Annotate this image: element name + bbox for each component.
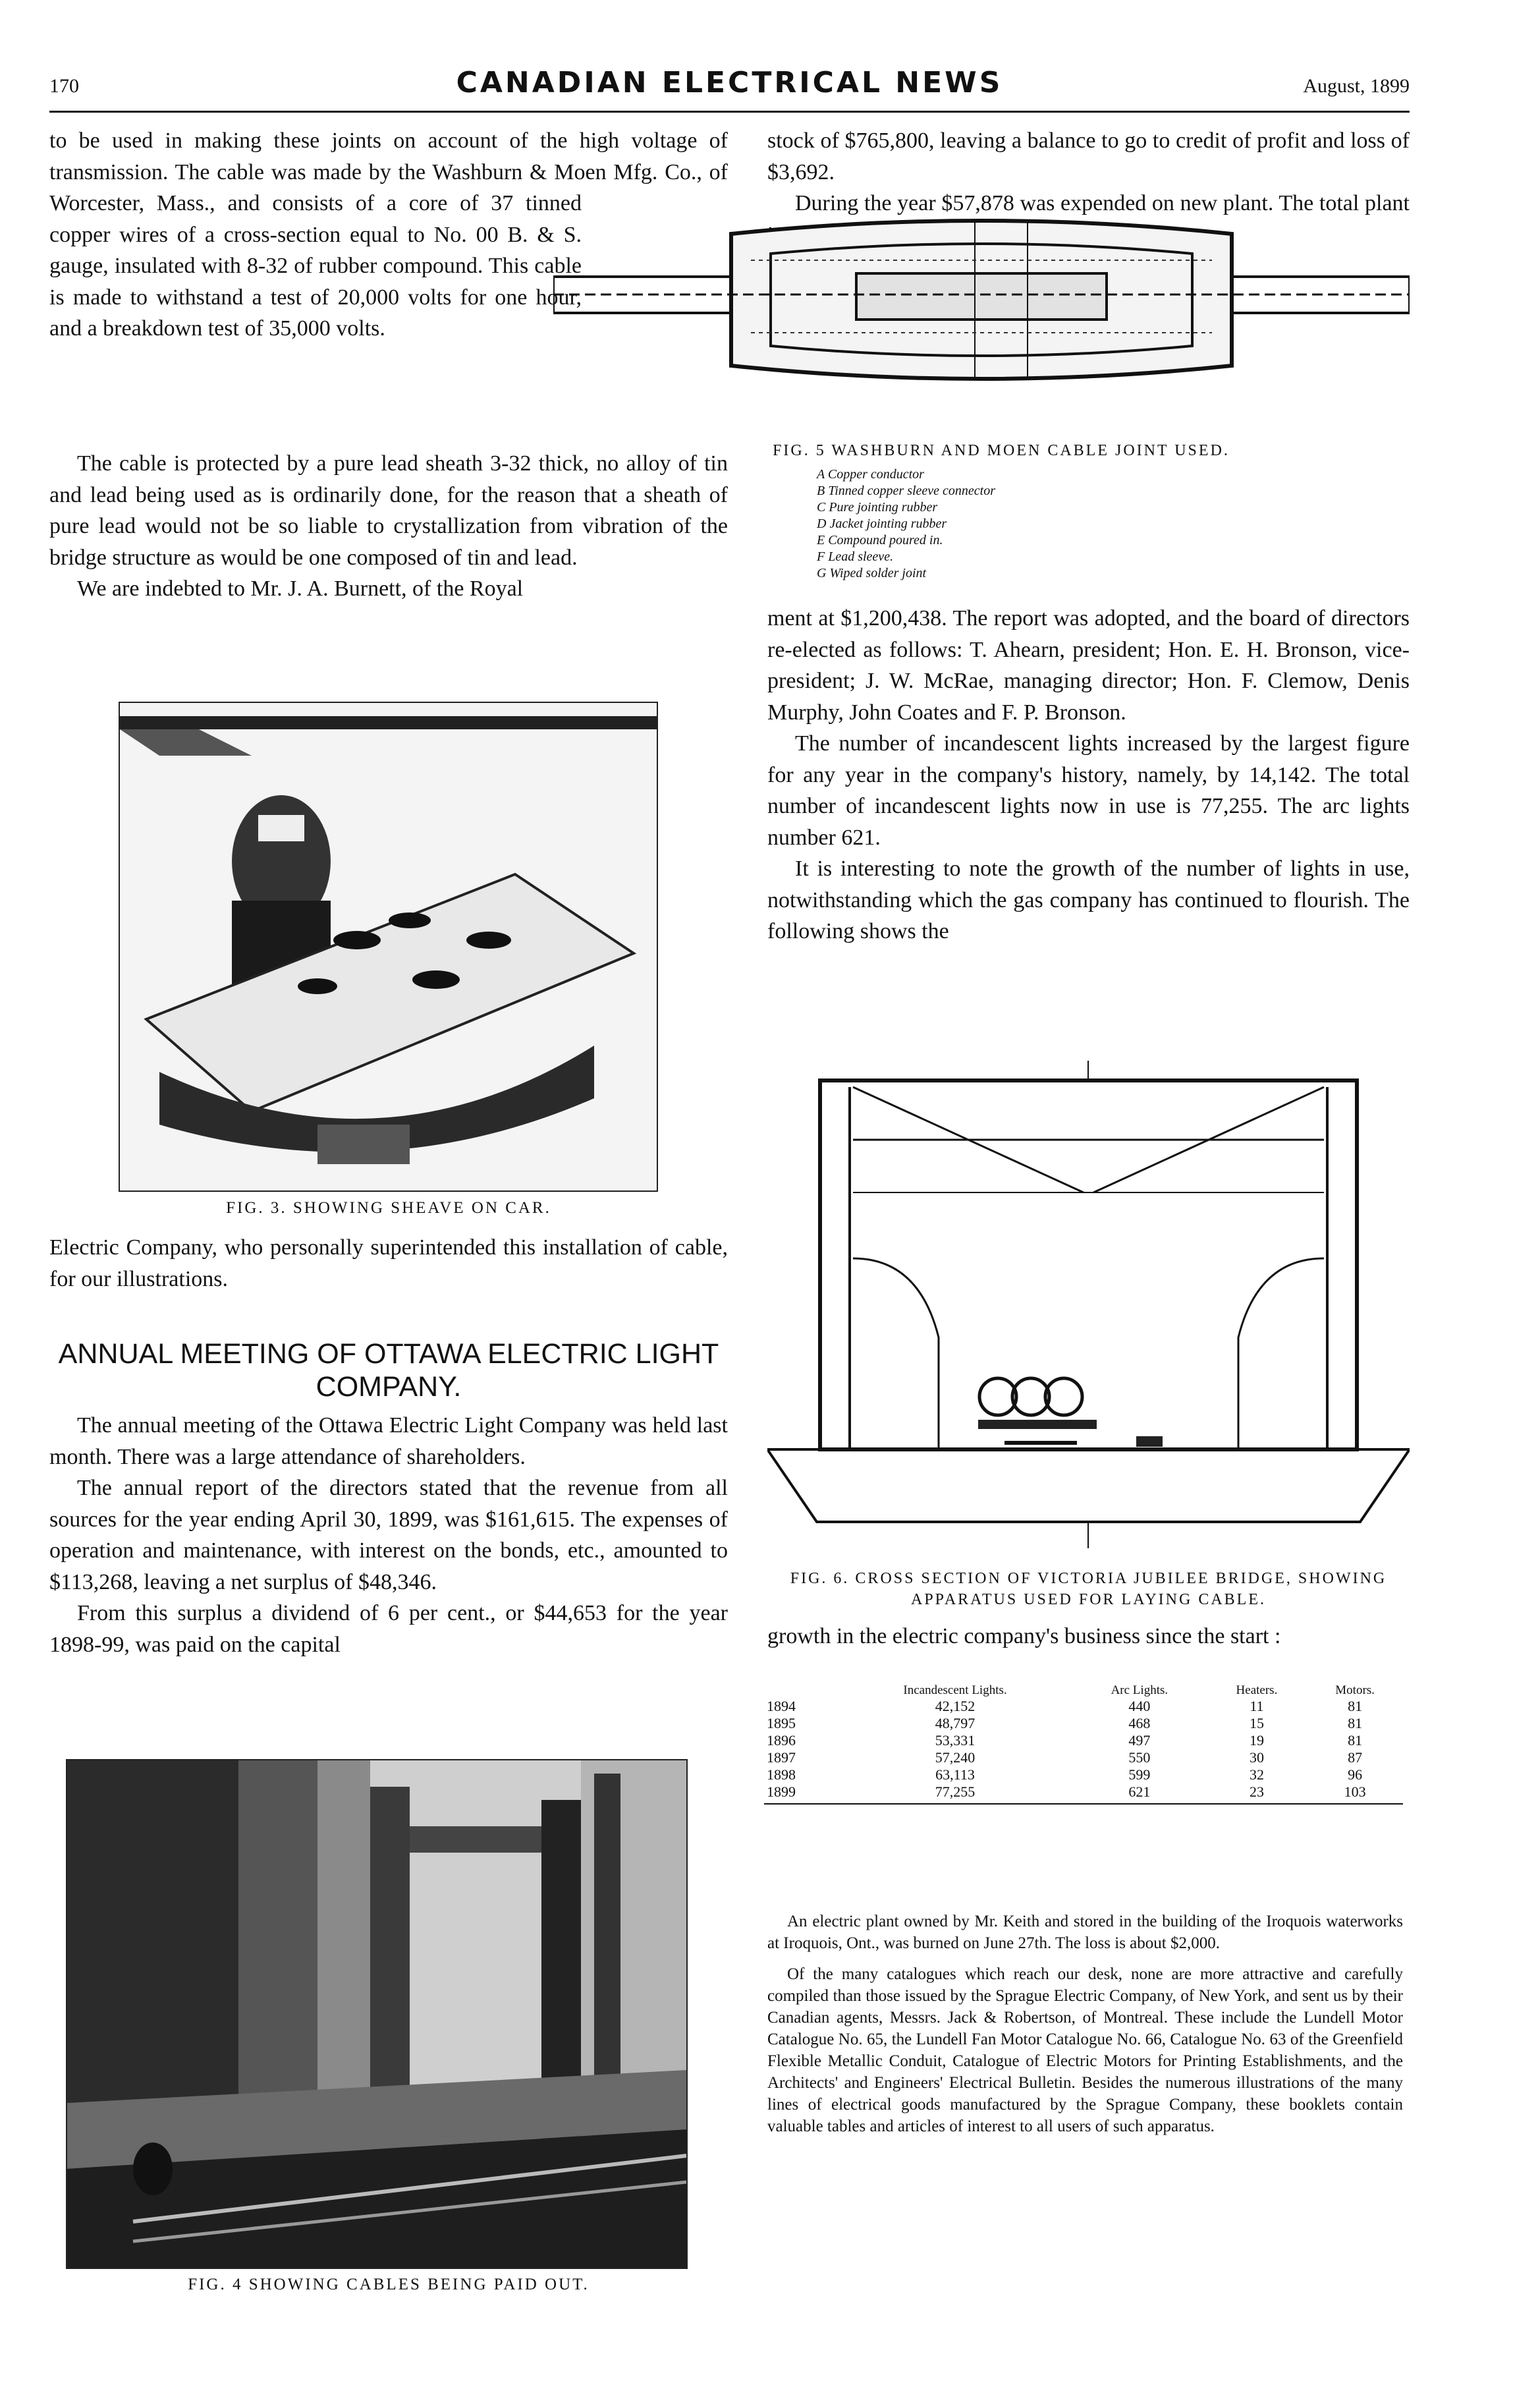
page-number: 170: [49, 75, 79, 97]
table-cell: 32: [1249, 1766, 1264, 1783]
fig6-caption: FIG. 6. CROSS SECTION OF VICTORIA JUBILEE BRIDGE, SHOWING APPARATUS USED FOR LAYING CABLE.: [790, 1570, 1387, 1608]
table-row: [764, 1698, 1403, 1715]
article-paragraph-2: The annual report of the directors stated that the revenue from all sources for the year ending April 30, 1899, was $161,615. The expenses of operation and maintenance, with interest on the bonds, etc., amounted to $113,268, leaving a net surplus of $48,346.: [49, 1476, 728, 1594]
fig5-caption: FIG. 5 WASHBURN AND MOEN CABLE JOINT USED.: [773, 442, 1230, 459]
table-cell: 599: [1128, 1766, 1151, 1783]
table-cell: 497: [1128, 1732, 1151, 1749]
table-cell: 1897: [767, 1749, 796, 1766]
table-cell: 57,240: [935, 1749, 976, 1766]
table-cell: 15: [1249, 1715, 1264, 1731]
table-rule: [764, 1803, 1403, 1805]
table-cell: 23: [1249, 1783, 1264, 1800]
intro-paragraph: to be used in making these joints on account of the high voltage of transmission. The cable was made by the Washburn & Moen Mfg. Co., of Worcester, Mass., and consists of a core of 37 tinned copper wires of a cross-section equal to No. 00 B. & S. gauge, insulated with 8-32 of rubber compound. This cable is made to withstand a test of 20,000 volts for one hour, and a breakdown test of 35,000 volts.: [49, 128, 728, 341]
growth-table: [764, 1683, 1403, 1805]
legend-item-b: B Tinned copper sleeve connector: [817, 484, 996, 498]
fig4-caption: FIG. 4 SHOWING CABLES BEING PAID OUT.: [188, 2276, 590, 2293]
fig5-drawing: [553, 214, 1410, 389]
installation-paragraph: Electric Company, who personally superintended this installation of cable, for our illustrations.: [49, 1235, 728, 1291]
plant-paragraph-bottom: ment at $1,200,438. The report was adopted, and the board of directors re-elected as follows: T. Ahearn, president; Hon. E. H. Bronson, vice-president; J. W. McRae, managing director; Hon. F. Clemow, Denis Murphy, John Coates and F. P. Bronson.: [767, 606, 1410, 725]
lights-paragraph: The number of incandescent lights increased by the largest figure for any year in the company's history, namely, by 14,142. The total number of incandescent lights now in use is 77,255. The arc lights number 621.: [767, 731, 1410, 850]
table-cell: 48,797: [935, 1715, 976, 1731]
legend-item-f: F Lead sleeve.: [817, 549, 894, 564]
table-row: [764, 1715, 1403, 1732]
table-header-incandescent: Incandescent Lights.: [903, 1683, 1007, 1697]
table-cell: 1896: [767, 1732, 796, 1749]
fig4-photo: [66, 1759, 688, 2269]
table-row: [764, 1732, 1403, 1749]
table-cell: 63,113: [935, 1766, 975, 1783]
table-cell: 30: [1249, 1749, 1264, 1766]
sheave-on-car-illustration: [120, 703, 657, 1190]
article-heading: ANNUAL MEETING OF OTTAWA ELECTRIC LIGHT COMPANY.: [58, 1338, 719, 1403]
legend-item-d: D Jacket jointing rubber: [817, 517, 947, 531]
legend-item-e: E Compound poured in.: [817, 533, 943, 547]
fig3-caption: FIG. 3. SHOWING SHEAVE ON CAR.: [226, 1199, 551, 1217]
bridge-cross-section-illustration: [767, 1061, 1410, 1548]
legend-item-a: A Copper conductor: [817, 467, 924, 482]
table-cell: 1894: [767, 1698, 796, 1714]
issue-date: August, 1899: [1303, 75, 1410, 97]
table-cell: 42,152: [935, 1698, 976, 1714]
table-cell: 1898: [767, 1766, 796, 1783]
table-cell: 550: [1128, 1749, 1151, 1766]
acknowledgement-paragraph: We are indebted to Mr. J. A. Burnett, of the Royal: [77, 576, 524, 601]
sprague-catalogue-note: Of the many catalogues which reach our desk, none are more attractive and carefully compiled than those issued by the Sprague Electric Company, of New York, and sent us by their Canadian agents, Messrs. Jack & Robertson, of Montreal. These include the Lundell Motor Catalogue No. 65, the Lundell Fan Motor Catalogue No. 66, Catalogue No. 63 of the Greenfield Flexible Metallic Conduit, Catalogue of Electric Motors for Printing Establishments, and the Architects' and Engineers' Electrical Bulletin. Besides the numerous illustrations of the many lines of electrical goods manufactured by the Sprague Company, these booklets contain valuable tables and articles of interest to all users of such apparatus.: [767, 1965, 1403, 2135]
legend-item-g: G Wiped solder joint: [817, 566, 927, 580]
table-cell: 11: [1250, 1698, 1264, 1714]
article-paragraph-1: The annual meeting of the Ottawa Electric Light Company was held last month. There was a large attendance of shareholders.: [49, 1413, 728, 1469]
growth-stats-table: [764, 1683, 1403, 1801]
table-cell: 77,255: [935, 1783, 976, 1800]
table-row: [764, 1766, 1403, 1783]
plant-paragraph-top: During the year $57,878 was expended on new plant. The total plant: [795, 191, 1410, 215]
table-header-row: [764, 1683, 1403, 1698]
table-cell: 96: [1348, 1766, 1363, 1783]
header-rule: [49, 111, 1410, 113]
since-start-paragraph: growth in the electric company's business since the start :: [767, 1624, 1281, 1648]
table-cell: 81: [1348, 1715, 1363, 1731]
legend-item-c: C Pure jointing rubber: [817, 500, 938, 515]
growth-paragraph: It is interesting to note the growth of the number of lights in use, notwithstanding which the gas company has continued to flourish. The following shows the: [767, 856, 1410, 943]
table-header-heaters: Heaters.: [1236, 1683, 1278, 1697]
table-cell: 87: [1348, 1749, 1363, 1766]
table-cell: 81: [1348, 1698, 1363, 1714]
table-header-motors: Motors.: [1335, 1683, 1375, 1697]
fig5-legend: [817, 466, 1186, 582]
fig3-photo: [119, 702, 658, 1192]
iroquois-fire-note: An electric plant owned by Mr. Keith and stored in the building of the Iroquois waterworks at Iroquois, Ont., was burned on June 27th. The loss is about $2,000.: [767, 1913, 1403, 1952]
table-cell: 81: [1348, 1732, 1363, 1749]
table-cell: 103: [1344, 1783, 1366, 1800]
table-header-arc: Arc Lights.: [1111, 1683, 1169, 1697]
cables-paid-out-illustration: [67, 1760, 686, 2268]
table-cell: 621: [1128, 1783, 1151, 1800]
article-paragraph-3: From this surplus a dividend of 6 per cent., or $44,653 for the year 1898-99, was paid on the capital: [49, 1601, 728, 1657]
right-mid-text: [767, 603, 1410, 947]
article-body: [49, 1410, 728, 1660]
cable-joint-illustration: [553, 214, 1410, 389]
publication-title: CANADIAN ELECTRICAL NEWS: [456, 66, 1003, 99]
table-cell: 1895: [767, 1715, 796, 1731]
notes: [767, 1911, 1403, 2146]
table-cell: 53,331: [935, 1732, 976, 1749]
table-cell: 468: [1128, 1715, 1151, 1731]
lead-sheath-paragraph: The cable is protected by a pure lead sheath 3-32 thick, no alloy of tin and lead being used as is ordinarily done, for the reason that a sheath of pure lead would not be so liable to crystallization from vibration of the bridge structure as would be one composed of tin and lead.: [49, 451, 728, 570]
table-cell: 1899: [767, 1783, 796, 1800]
table-row: [764, 1783, 1403, 1801]
table-cell: 440: [1128, 1698, 1151, 1714]
left-para2: [49, 448, 728, 605]
stock-paragraph: stock of $765,800, leaving a balance to go to credit of profit and loss of $3,692.: [767, 128, 1410, 184]
table-header-year: [764, 1683, 838, 1698]
right-table-intro: [767, 1621, 1410, 1652]
left-para4: [49, 1232, 728, 1295]
table-row: [764, 1749, 1403, 1766]
table-cell: 19: [1249, 1732, 1264, 1749]
running-head: [49, 66, 1410, 105]
fig6-drawing: [767, 1061, 1410, 1548]
